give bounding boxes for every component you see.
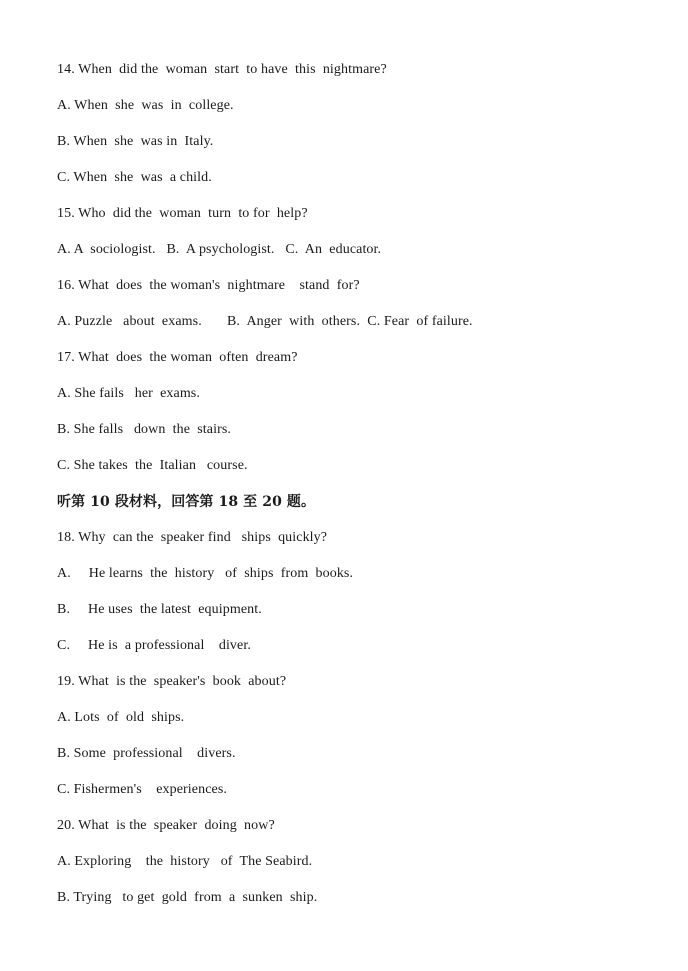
option-14b: B. When she was in Italy. (57, 134, 214, 149)
question-20: 20. What is the speaker doing now? (57, 818, 275, 833)
option-19b: B. Some professional divers. (57, 746, 236, 761)
option-17c: C. She takes the Italian course. (57, 458, 248, 473)
option-14a: A. When she was in college. (57, 98, 234, 113)
question-19: 19. What is the speaker's book about? (57, 674, 287, 689)
option-17b: B. She falls down the stairs. (57, 422, 232, 437)
options-16: A. Puzzle about exams. B. Anger with others. C. Fear of failure. (57, 314, 473, 329)
question-18: 18. Why can the speaker find ships quickly? (57, 530, 328, 545)
option-18a: A. He learns the history of ships from books. (57, 566, 354, 581)
option-14c: C. When she was a child. (57, 170, 212, 185)
option-19c: C. Fishermen's experiences. (57, 782, 227, 797)
question-list (57, 58, 657, 922)
option-19a: A. Lots of old ships. (57, 710, 185, 725)
option-18c: C. He is a professional diver. (57, 638, 251, 653)
section-heading: 听第 10 段材料，回答第 18 至 20 题。 (57, 494, 316, 510)
question-16: 16. What does the woman's nightmare stand for? (57, 278, 360, 293)
option-17a: A. She fails her exams. (57, 386, 200, 401)
question-15: 15. Who did the woman turn to for help? (57, 206, 308, 221)
option-20b: B. Trying to get gold from a sunken ship. (57, 890, 318, 905)
option-18b: B. He uses the latest equipment. (57, 602, 262, 617)
options-15: A. A sociologist. B. A psychologist. C. An educator. (57, 242, 382, 257)
question-17: 17. What does the woman often dream? (57, 350, 298, 365)
question-14: 14. When did the woman start to have this nightmare? (57, 62, 387, 77)
option-20a: A. Exploring the history of The Seabird. (57, 854, 313, 869)
